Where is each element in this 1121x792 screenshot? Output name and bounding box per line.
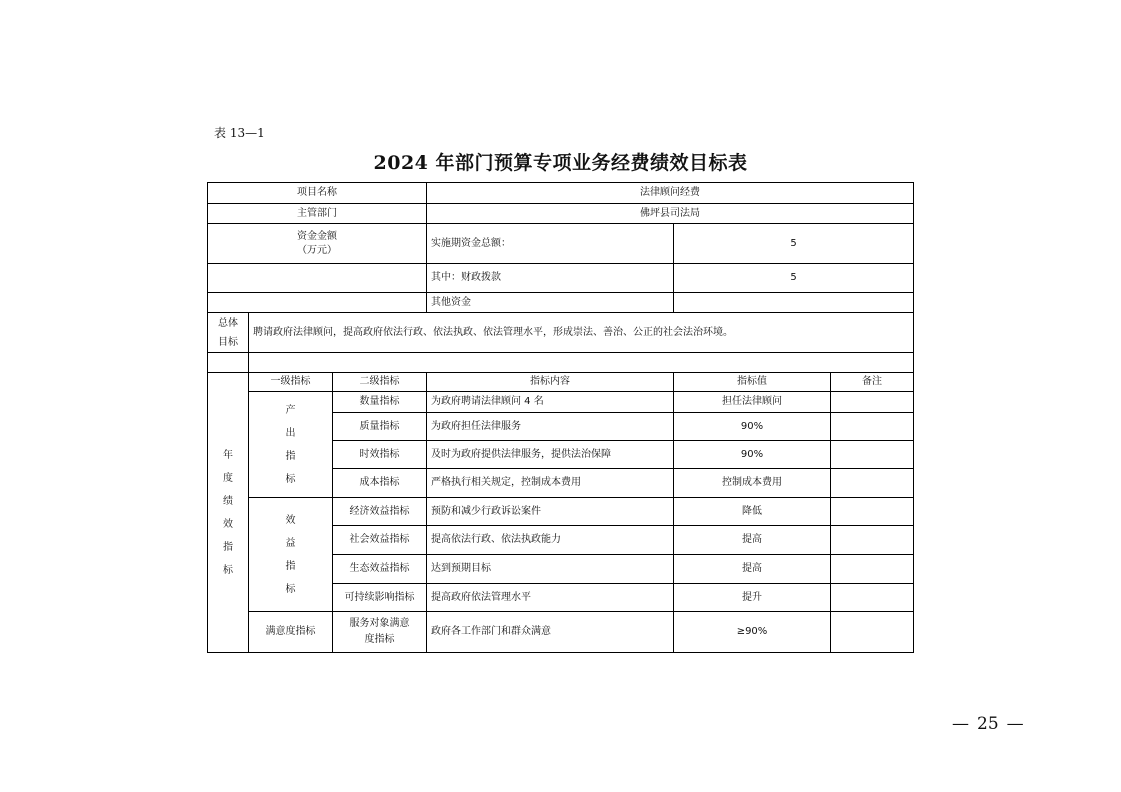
level1-benefit-text: 效益指标 (285, 514, 296, 595)
overall-goal-label (208, 313, 249, 353)
level2-cell: 社会效益指标 (333, 526, 427, 555)
header-level2: 二级指标 (333, 373, 427, 392)
value-cell: 提高 (674, 526, 831, 555)
note-cell (831, 526, 914, 555)
funds-unit: （万元） (297, 244, 337, 256)
value-cell: ≥90% (674, 612, 831, 653)
level1-output (249, 392, 333, 498)
level2-cell: 质量指标 (333, 413, 427, 441)
note-cell (831, 413, 914, 441)
level2-cell: 生态效益指标 (333, 555, 427, 584)
note-cell (831, 612, 914, 653)
content-cell: 提高依法行政、依法执政能力 (427, 526, 674, 555)
level2-cell (333, 612, 427, 653)
level2-cell: 可持续影响指标 (333, 584, 427, 612)
funds-label: 资金金额 (297, 231, 337, 242)
fiscal-funds-value (674, 264, 914, 293)
value-cell: 90% (674, 413, 831, 441)
content-cell: 为政府聘请法律顾问 4 名 (427, 392, 674, 413)
content-cell: 政府各工作部门和群众满意 (427, 612, 674, 653)
level2-satisfaction-text: 服务对象满意度指标 (349, 618, 410, 645)
content-cell: 提高政府依法管理水平 (427, 584, 674, 612)
note-cell (831, 392, 914, 413)
value-cell: 担任法律顾问 (674, 392, 831, 413)
performance-target-table (207, 182, 914, 653)
content-cell: 及时为政府提供法律服务，提供法治保障 (427, 441, 674, 469)
header-content: 指标内容 (427, 373, 674, 392)
note-cell (831, 441, 914, 469)
project-name-value: 法律顾问经费 (427, 183, 914, 204)
content-cell: 为政府担任法律服务 (427, 413, 674, 441)
page-number: — 25 — (952, 714, 1024, 734)
note-cell (831, 555, 914, 584)
level2-cell: 成本指标 (333, 469, 427, 498)
value-cell: 提高 (674, 555, 831, 584)
fiscal-funds-amount: 5 (790, 272, 797, 284)
overall-goal-text: 聘请政府法律顾问，提高政府依法行政、依法执政、依法管理水平，形成崇法、善治、公正的社会法治环境。 (249, 313, 914, 353)
department-value: 佛坪县司法局 (427, 204, 914, 224)
table-number: 表 13—1 (214, 126, 265, 140)
value-cell: 90% (674, 441, 831, 469)
total-funds-label: 实施期资金总额： (427, 224, 674, 264)
level1-output-text: 产出指标 (285, 404, 296, 485)
other-funds-label: 其他资金 (427, 293, 674, 313)
department-label: 主管部门 (208, 204, 427, 224)
total-funds-amount: 5 (790, 237, 797, 249)
note-cell (831, 469, 914, 498)
empty-cell (249, 353, 914, 373)
level2-cell: 数量指标 (333, 392, 427, 413)
level1-benefit (249, 498, 333, 612)
header-note: 备注 (831, 373, 914, 392)
fiscal-funds-label: 其中：财政拨款 (427, 264, 674, 293)
other-funds-value (674, 293, 914, 313)
value-cell: 降低 (674, 498, 831, 526)
level2-cell: 时效指标 (333, 441, 427, 469)
content-cell: 严格执行相关规定，控制成本费用 (427, 469, 674, 498)
level2-cell: 经济效益指标 (333, 498, 427, 526)
empty-cell (208, 264, 427, 293)
note-cell (831, 584, 914, 612)
empty-cell (208, 293, 427, 313)
annual-indicators-label-text: 年度绩效指标 (223, 449, 233, 576)
project-name-label: 项目名称 (208, 183, 427, 204)
level1-satisfaction: 满意度指标 (249, 612, 333, 653)
annual-indicators-label (208, 373, 249, 653)
value-cell: 提升 (674, 584, 831, 612)
overall-goal-label-text: 总体目标 (218, 317, 238, 348)
total-funds-value (674, 224, 914, 264)
header-level1: 一级指标 (249, 373, 333, 392)
content-cell: 达到预期目标 (427, 555, 674, 584)
content-cell: 预防和减少行政诉讼案件 (427, 498, 674, 526)
funds-label-cell (208, 224, 427, 264)
value-cell: 控制成本费用 (674, 469, 831, 498)
page-title: 2024 年部门预算专项业务经费绩效目标表 (373, 152, 748, 174)
empty-cell (208, 353, 249, 373)
header-value: 指标值 (674, 373, 831, 392)
note-cell (831, 498, 914, 526)
page-number-value: 25 (977, 714, 999, 734)
